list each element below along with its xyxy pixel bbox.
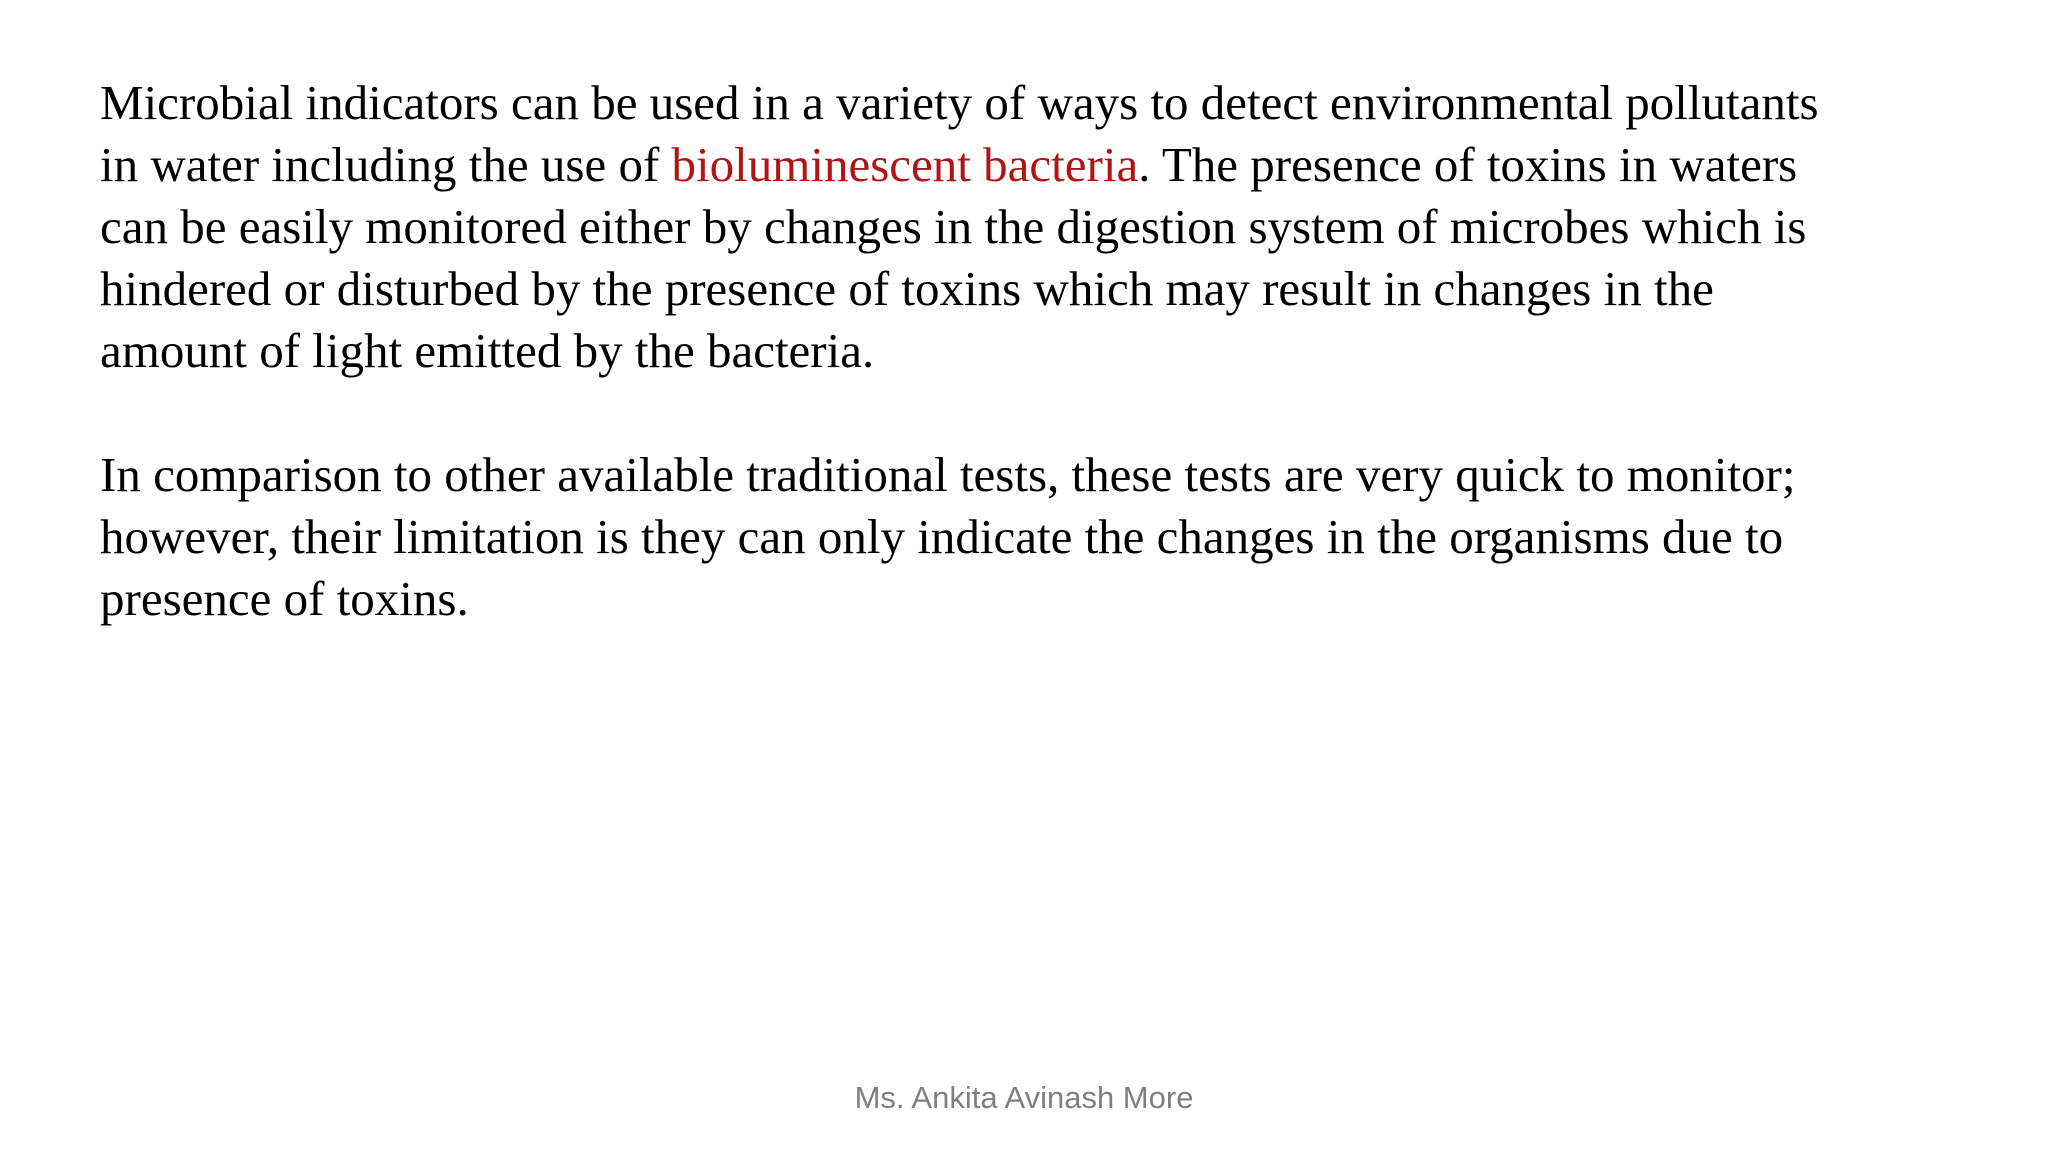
paragraph-spacer [100, 382, 1980, 444]
slide-body [100, 72, 1980, 630]
paragraph2-line1: In comparison to other available traditional tests, these tests are very quick to monitor; [100, 447, 1796, 502]
paragraph1-line3: can be easily monitored either by changes in the digestion system of microbes which is [100, 199, 1807, 254]
paragraph1-line2-before: in water including the use of [100, 137, 672, 192]
paragraph-bioluminescent [100, 72, 1980, 382]
paragraph1-line2 [100, 134, 1980, 196]
paragraph-comparison [100, 444, 1980, 630]
paragraph1-line4: hindered or disturbed by the presence of toxins which may result in changes in the [100, 261, 1714, 316]
paragraph1-line5: amount of light emitted by the bacteria. [100, 323, 875, 378]
paragraph2-line3: presence of toxins. [100, 571, 469, 626]
footer-author: Ms. Ankita Avinash More [854, 1080, 1194, 1115]
paragraph1-line1: Microbial indicators can be used in a variety of ways to detect environmental pollutants [100, 75, 1819, 130]
paragraph2-line2: however, their limitation is they can only indicate the changes in the organisms due to [100, 509, 1784, 564]
paragraph1-line2-after: . The presence of toxins in waters [1138, 137, 1798, 192]
highlighted-term: bioluminescent bacteria [671, 137, 1139, 192]
